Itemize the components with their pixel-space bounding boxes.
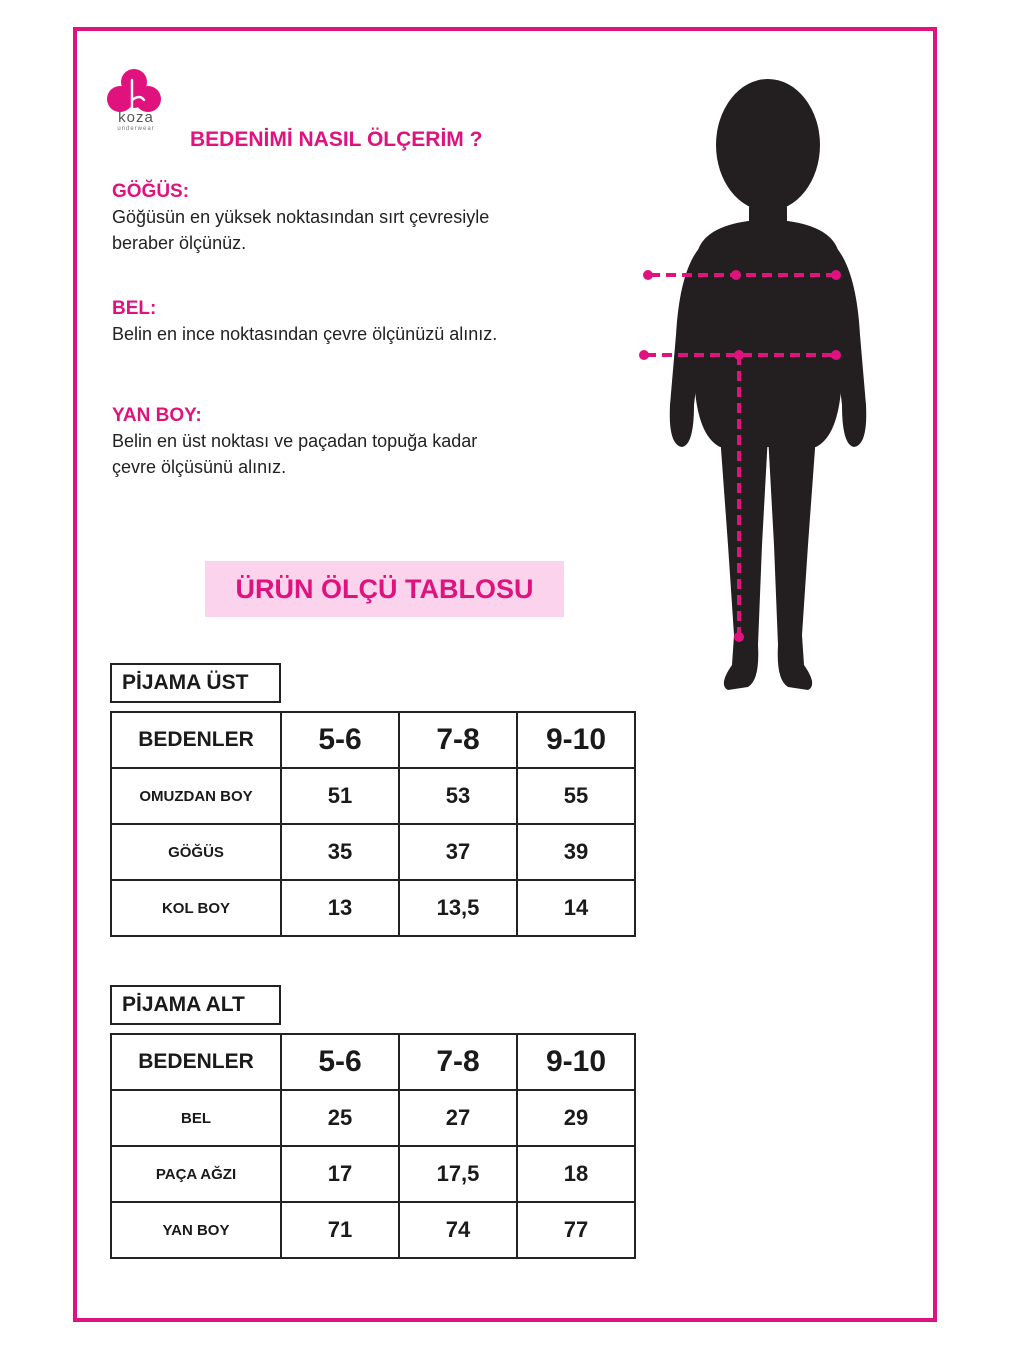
table-row xyxy=(111,824,635,880)
table-label-top: PİJAMA ÜST xyxy=(110,663,281,703)
table-cell: 17 xyxy=(281,1146,399,1202)
row-label: PAÇA AĞZI xyxy=(111,1146,281,1202)
table-cell: 17,5 xyxy=(399,1146,517,1202)
size-header-cell: 5-6 xyxy=(281,712,399,768)
table-cell: 18 xyxy=(517,1146,635,1202)
row-label: BEL xyxy=(111,1090,281,1146)
table-row xyxy=(111,1146,635,1202)
table-cell: 39 xyxy=(517,824,635,880)
section-text-line: beraber ölçünüz. xyxy=(112,233,247,253)
brand-wordmark xyxy=(108,110,164,132)
table-header-cell: BEDENLER xyxy=(111,712,281,768)
row-label: OMUZDAN BOY xyxy=(111,768,281,824)
brand-subtitle: underwear xyxy=(117,126,155,132)
table-cell: 51 xyxy=(281,768,399,824)
row-label: YAN BOY xyxy=(111,1202,281,1258)
table-cell: 71 xyxy=(281,1202,399,1258)
section-text-line: Belin en ince noktasından çevre ölçünüzü alınız. xyxy=(112,324,498,344)
table-cell: 13 xyxy=(281,880,399,936)
table-row xyxy=(111,880,635,936)
size-header-cell: 9-10 xyxy=(517,712,635,768)
section-side-length xyxy=(112,404,592,480)
size-header-cell: 7-8 xyxy=(399,1034,517,1090)
page-title: BEDENİMİ NASIL ÖLÇERİM ? xyxy=(190,128,483,151)
row-label: GÖĞÜS xyxy=(111,824,281,880)
child-silhouette-icon xyxy=(636,75,886,700)
table-row xyxy=(111,1090,635,1146)
table-cell: 77 xyxy=(517,1202,635,1258)
table-label-bottom: PİJAMA ALT xyxy=(110,985,281,1025)
table-cell: 25 xyxy=(281,1090,399,1146)
row-label: KOL BOY xyxy=(111,880,281,936)
section-label: BEL: xyxy=(112,298,157,319)
table-cell: 27 xyxy=(399,1090,517,1146)
table-row xyxy=(111,1202,635,1258)
section-waist xyxy=(112,297,592,347)
table-cell: 35 xyxy=(281,824,399,880)
section-text-line: Belin en üst noktası ve paçadan topuğa kadar xyxy=(112,431,478,451)
table-cell: 29 xyxy=(517,1090,635,1146)
table-cell: 53 xyxy=(399,768,517,824)
size-header-cell: 5-6 xyxy=(281,1034,399,1090)
size-header-cell: 9-10 xyxy=(517,1034,635,1090)
table-cell: 14 xyxy=(517,880,635,936)
section-chest xyxy=(112,180,592,256)
section-text-line: Göğüsün en yüksek noktasından sırt çevresiyle xyxy=(112,207,490,227)
section-label: GÖĞÜS: xyxy=(112,181,190,202)
brand-name: koza xyxy=(118,109,154,126)
size-table-bottom xyxy=(110,1033,636,1259)
table-header-row xyxy=(111,712,635,768)
table-cell: 55 xyxy=(517,768,635,824)
table-row xyxy=(111,768,635,824)
table-cell: 13,5 xyxy=(399,880,517,936)
size-chart-banner: ÜRÜN ÖLÇÜ TABLOSU xyxy=(205,561,564,617)
size-header-cell: 7-8 xyxy=(399,712,517,768)
section-text-line: çevre ölçüsünü alınız. xyxy=(112,457,287,477)
section-label: YAN BOY: xyxy=(112,405,202,426)
table-cell: 37 xyxy=(399,824,517,880)
size-table-top xyxy=(110,711,636,937)
table-header-cell: BEDENLER xyxy=(111,1034,281,1090)
table-cell: 74 xyxy=(399,1202,517,1258)
table-header-row xyxy=(111,1034,635,1090)
